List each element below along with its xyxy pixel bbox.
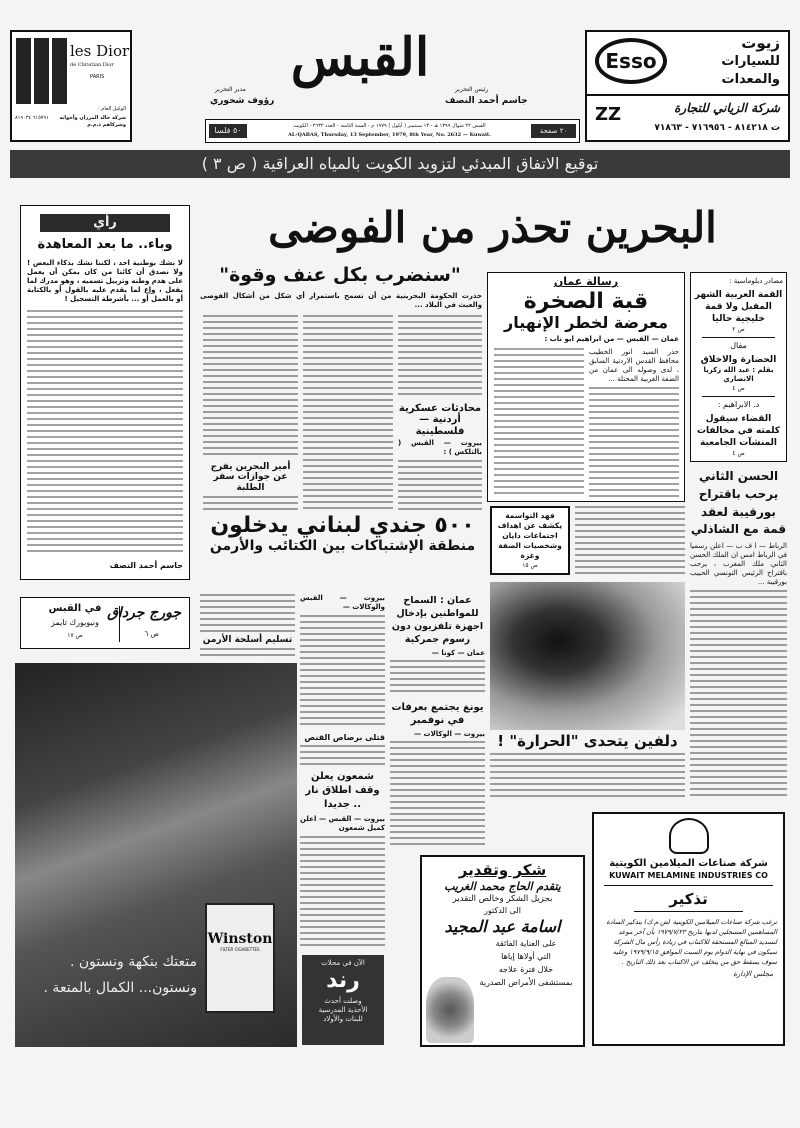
lebanon-byline: بيروت — القبس والوكالات — bbox=[300, 594, 385, 611]
winston-pack bbox=[205, 903, 275, 1013]
thanks-body6: بمستشفى الأمراض الصدرية bbox=[479, 978, 573, 987]
lebanon-sub2: قتلى برصاص القنص bbox=[304, 733, 385, 742]
fahd-text: فهد التواسمة يكشف عن اهداف اجتماعات دايان وشخصيات الضفة وغزة bbox=[497, 511, 563, 560]
date-english: AL-QABAS, Thursday, 13 September, 1979, 8th Year, No. 2632 — Kuwait. bbox=[288, 132, 491, 138]
amman-tv-byline: عمان — كونا — bbox=[431, 649, 485, 657]
lebanon-col-left bbox=[200, 562, 295, 592]
lebanon-header bbox=[200, 513, 485, 554]
rand-line3: الأحذية المدرسية bbox=[318, 1006, 368, 1014]
sidebar-item2-author: بقلم : عبد الله زكريا الانصاري bbox=[703, 366, 774, 383]
amman-young-column bbox=[390, 594, 485, 848]
hassan-headline2: يرحب باقتراح bbox=[698, 486, 779, 501]
young-byline: بيروت — الوكالات — bbox=[414, 730, 485, 738]
center-top bbox=[200, 292, 482, 510]
george-page2: ص ١٧ bbox=[67, 632, 83, 639]
hassan-headline1: الحسن الثاني bbox=[698, 469, 779, 483]
winston-slogan1: متعتك بنكهة ونستون . bbox=[70, 954, 197, 970]
esso-phones: ت ٨١٤٢١٨ - ٧١٦٩٥٦ - ٧١٨٦٣ bbox=[654, 123, 780, 133]
melamine-signature: مجلس الإدارة bbox=[733, 970, 773, 978]
young-headline: يونغ يجتمع بعرفات في نوفمبر bbox=[391, 702, 484, 726]
managing-editor-label: مدير التحرير bbox=[215, 86, 246, 93]
right-column bbox=[690, 272, 787, 800]
chamoun-headline: شمعون يعلن وقف اطلاق نار .. جديدا bbox=[305, 771, 380, 810]
sidebar-item2-label: مقال bbox=[730, 341, 747, 350]
melamine-logo-icon bbox=[669, 818, 709, 854]
editor-in-chief: جاسم أحمد النصف bbox=[445, 96, 528, 106]
fahd-box bbox=[490, 506, 570, 575]
george-name[interactable]: جورج جرداق bbox=[107, 605, 181, 621]
date-strip bbox=[205, 119, 580, 143]
flowers-icon bbox=[426, 977, 474, 1043]
oman-lead: حذر السيد انور الخطيب محافظ القدس الاردنية السابق ، لدى وصوله الى عمان من الضفة الغربية المحتلة ... bbox=[589, 348, 679, 384]
top-banner: توقيع الاتفاق المبدئي لتزويد الكويت بالمياه العراقية ( ص ٣ ) bbox=[10, 150, 790, 178]
sidebar-item2[interactable]: الحضارة والاخلاق bbox=[700, 355, 777, 365]
lebanon-col-middle bbox=[300, 594, 385, 950]
opinion-author: جاسم أحمد النصف bbox=[109, 561, 183, 570]
hassan-lead: الرباط — ا ف ب — اعلن رسميا في الرباط امس ان الملك الحسن الثاني ملك المغرب ، يرحب باقتراح الرئيس التونسي الحبيب بورقيبة ... bbox=[689, 542, 787, 587]
thanks-from: يتقدم الحاج محمد الغريب bbox=[444, 880, 561, 893]
main-subheadline: "سنضرب بكل عنف وقوة" bbox=[219, 264, 461, 286]
dior-city: PARIS bbox=[90, 74, 105, 80]
winston-ad bbox=[15, 663, 297, 1047]
date-arabic: القبس ٢٢ شوال ١٣٩٩ هـ - ١٣ سبتمبر ( أيلول ) ١٩٧٩ م - السنة الثامنة - العدد ٢٦٣٢ - الكويت bbox=[293, 123, 486, 129]
jordan-talks-byline: بيروت — القبس ( بالتلكس ) : bbox=[398, 439, 482, 456]
dolphin-photo bbox=[490, 582, 685, 730]
winston-pack-sub: FILTER CIGARETTES bbox=[220, 947, 260, 952]
opinion-box bbox=[20, 205, 190, 580]
dior-agent: شركة خالد المرزان وأخوانه وشركاهم ذ.م.م bbox=[59, 115, 126, 128]
winston-brand: Winston bbox=[207, 931, 273, 947]
sidebar-item3-page: ص ٤ bbox=[732, 450, 745, 457]
melamine-body: ترغب شركة صناعات الميلامين الكويتية (ش.م.ك) بتذكير السادة المساهمين المسجلين لديها بتاريخ ١٩٧٩/٧/٢٣ بأن آخر موعد لتسديد المبالغ المستحقة للاكتتاب في زيادة رأس مال الشركة سيكون في نهاية الدوام يوم السبت الموافق ١٩٧٩/٩/١٥ وعليه سوف يسقط حق من يتخلف عن الاكتتاب بعد ذلك التاريخ . bbox=[606, 918, 777, 966]
thanks-body3: على العناية الفائقة bbox=[495, 939, 557, 948]
george-page: ص ٦ bbox=[144, 630, 159, 638]
hassan-headline3: بورقيبة لعقد bbox=[701, 504, 776, 519]
dior-agent-label: الوكيل العام : bbox=[98, 106, 126, 112]
melamine-ad bbox=[592, 812, 785, 1046]
thanks-body4: التي أولاها إياها bbox=[501, 952, 551, 961]
esso-ad bbox=[585, 30, 790, 142]
oman-kicker: رسالة عمان bbox=[553, 275, 619, 288]
esso-company: شركة الزياني للتجارة bbox=[674, 101, 780, 115]
esso-line3: والمعدات bbox=[721, 72, 780, 87]
melamine-company-ar: شركة صناعات الميلامين الكويتية bbox=[609, 858, 768, 869]
fahd-page: ص ١٥ bbox=[522, 562, 538, 569]
managing-editor: رؤوف شحوري bbox=[210, 96, 275, 106]
sidebar-box bbox=[690, 272, 787, 462]
oman-byline: عمان — القبس — من ابراهيم ابو ناب : bbox=[544, 335, 679, 344]
page-count: ٢٠ صفحة bbox=[531, 124, 576, 138]
winston-slogan2: ونستون... الكمال بالمتعة . bbox=[43, 980, 197, 996]
editor-in-chief-label: رئيس التحرير bbox=[455, 86, 489, 93]
amman-tv-headline: عمان : السماح للمواطنين بإدخال اجهزة تلفزيون دون رسوم جمركية bbox=[391, 595, 484, 645]
dolphin-caption: دلفين يتحدى "الحرارة" ! bbox=[497, 732, 678, 750]
newspaper-logo: القبس bbox=[290, 27, 430, 88]
esso-line1: زيوت bbox=[741, 34, 780, 52]
thanks-body1: بجزيل الشكر وخالص التقدير bbox=[452, 894, 553, 904]
oman-letter-box bbox=[487, 272, 685, 502]
opinion-label: رأي bbox=[40, 214, 170, 232]
sidebar-item1[interactable]: القمة العربية الشهر المقبل ولا قمة خليجية حاليا bbox=[694, 290, 783, 324]
thanks-title: شكر وتقدير bbox=[458, 861, 547, 879]
main-headline: البحرين تحذر من الفوضى bbox=[268, 203, 717, 252]
lebanon-headline: ٥٠٠ جندي لبناني يدخلون bbox=[210, 513, 475, 538]
george-box bbox=[20, 597, 190, 649]
sidebar-item3[interactable]: القضاء سيقول كلمته في مخالفات المنشآت الجامعية bbox=[696, 414, 781, 448]
george-qabas: في القبس bbox=[48, 603, 102, 614]
sidebar-item1-page: ص ٢ bbox=[732, 326, 745, 333]
bahrain-students-headline: أمير البحرين يفرج عن جوازات سفر الطلبة bbox=[210, 461, 291, 493]
opinion-title: وباء.. ما بعد المعاهدة bbox=[37, 237, 173, 252]
rand-line4: للبنات والأولاد bbox=[323, 1015, 363, 1023]
oman-headline2: معرضة لخطر الإنهيار bbox=[504, 312, 668, 332]
oman-headline1: قبة الصخرة bbox=[523, 288, 649, 314]
thanks-ad bbox=[420, 855, 585, 1047]
dior-brand: les Dior bbox=[70, 42, 130, 60]
sidebar-item1-label: مصادر دبلوماسية : bbox=[729, 277, 783, 285]
chamoun-byline: بيروت — القبس — اعلن كميل شمعون bbox=[300, 815, 385, 832]
rand-line1: الآن في محلات bbox=[321, 959, 365, 967]
melamine-company-en: KUWAIT MELAMINE INDUSTRIES CO bbox=[609, 871, 768, 880]
sidebar-item3-label: د. الابراهيم : bbox=[717, 400, 760, 409]
dior-ad bbox=[10, 30, 132, 142]
main-lead: حذرت الحكومة البحرينية من أن تسمح باستمرار أي شكل من أشكال الفوضى والعبث في البلاد ... bbox=[200, 292, 482, 309]
thanks-doctor: اسامة عبد المجيد bbox=[444, 917, 561, 936]
george-nyt: ونيويورك تايمز bbox=[51, 618, 99, 627]
dior-phones: ٦١٥٧٩١ ٨١٩٠٣٤ bbox=[15, 115, 49, 121]
esso-line2: للسيارات bbox=[721, 54, 780, 69]
opinion-lead: لا نشك بوطنية احد ، لكننا نشك بذكاء البعض ! ولا نصدق أن كائنا من كان يمكن أن يعمل على هدم وطنه وتزييل تسميه ، وهو مدرك لما يفعل ، وإع لما يقدم عليه بالقول أو بالكتابة أو بالعمل أو ... بأشرطة التسجيل ! bbox=[27, 258, 183, 303]
lebanon-subheadline: منطقة الإشتباكات بين الكتائب والأرمن bbox=[209, 538, 476, 555]
rand-line2: وصلت أحدث bbox=[324, 997, 362, 1005]
thanks-body5: خلال فترة علاجه bbox=[498, 965, 554, 974]
dolphin-column bbox=[490, 582, 685, 800]
zayani-logo-icon: ZZ bbox=[595, 104, 622, 125]
esso-logo: Esso bbox=[595, 38, 667, 84]
rand-brand: رند bbox=[326, 968, 360, 993]
dior-sub: de Christian Dior bbox=[70, 62, 114, 68]
melamine-title: تذكير bbox=[669, 890, 708, 908]
jordan-talks-headline1: محادثات عسكرية bbox=[398, 402, 482, 414]
sidebar-item2-page: ص ٤ bbox=[732, 385, 745, 392]
price: ٥٠ فلسا bbox=[209, 124, 247, 138]
jordan-talks-headline2: أردنية — فلسطينية bbox=[415, 414, 465, 437]
thanks-body2: الى الدكتور bbox=[484, 906, 521, 915]
rand-ad bbox=[302, 955, 384, 1045]
lebanon-col-left2 bbox=[200, 594, 295, 658]
lebanon-sub1: تسليم أسلحة الأرمن bbox=[202, 635, 293, 645]
hassan-headline4: قمة مع الشاذلي bbox=[690, 522, 787, 537]
